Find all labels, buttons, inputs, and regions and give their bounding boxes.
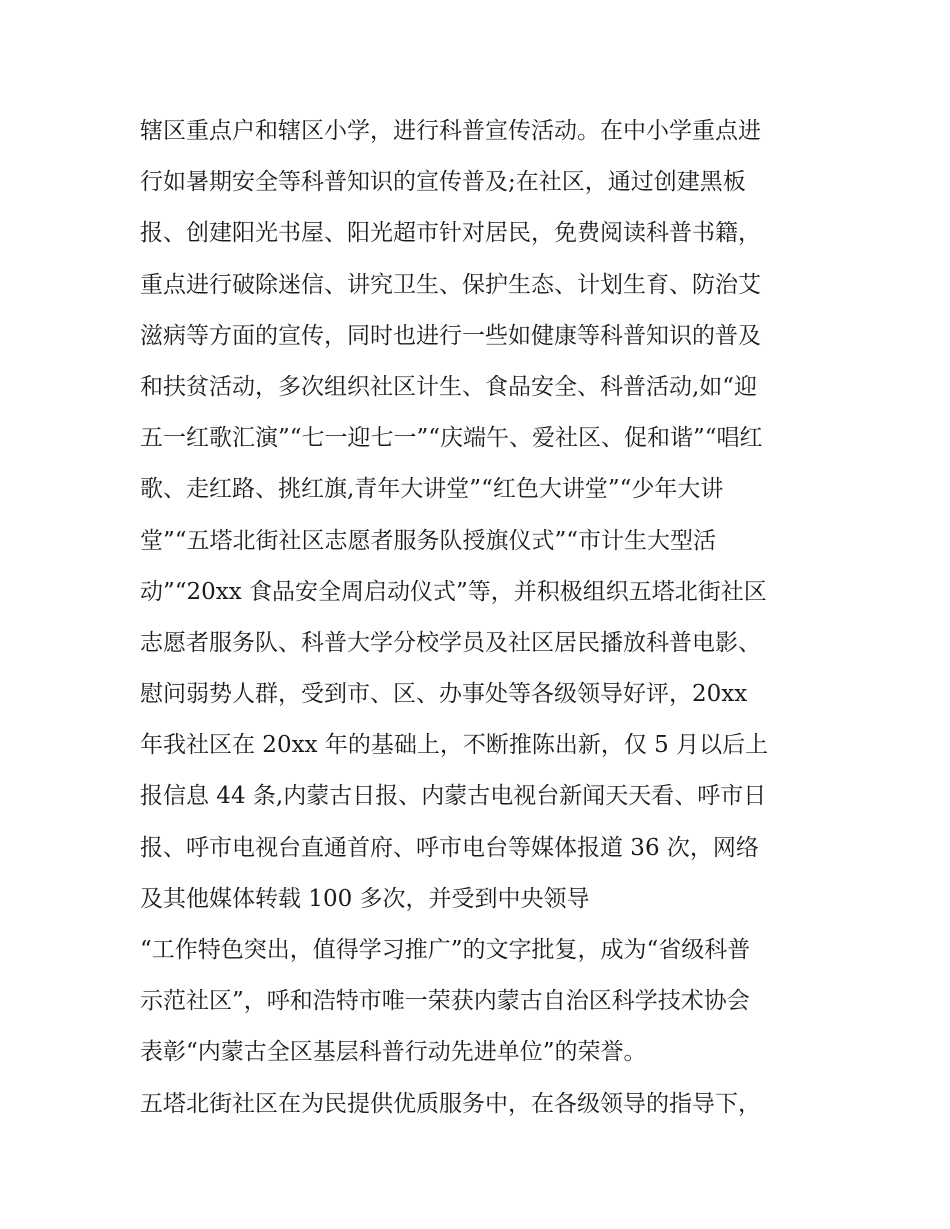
text-line: 表彰“内蒙古全区基层科普行动先进单位”的荣誉。 xyxy=(140,1039,647,1066)
text-line: 重点进行破除迷信、讲究卫生、保护生态、计划生育、防治艾 xyxy=(140,271,761,298)
text-line: 年我社区在 20xx 年的基础上，不断推陈出新，仅 5 月以后上 xyxy=(140,732,769,759)
text-line: “工作特色突出，值得学习推广”的文字批复，成为“省级科普 xyxy=(140,937,751,963)
text-line: 和扶贫活动，多次组织社区计生、食品安全、科普活动,如“迎 xyxy=(140,373,758,400)
text-line: 动”“20xx 食品安全周启动仪式”等，并积极组织五塔北街社区 xyxy=(140,578,767,605)
text-line: 滋病等方面的宣传，同时也进行一些如健康等科普知识的普及 xyxy=(140,322,761,349)
text-line: 示范社区”，呼和浩特市唯一荣获内蒙古自治区科学技术协会 xyxy=(140,988,750,1015)
text-line: 志愿者服务队、科普大学分校学员及社区居民播放科普电影、 xyxy=(140,629,761,656)
text-line: 歌、走红路、挑红旗,青年大讲堂”“红色大讲堂”“少年大讲 xyxy=(140,476,724,503)
text-line: 报、呼市电视台直通首府、呼市电台等媒体报道 36 次，网络 xyxy=(140,834,759,861)
body-text xyxy=(140,106,820,1130)
text-line: 报信息 44 条,内蒙古日报、内蒙古电视台新闻天天看、呼市日 xyxy=(140,783,767,810)
text-line: 慰问弱势人群，受到市、区、办事处等各级领导好评，20xx xyxy=(140,681,748,708)
text-line: 报、创建阳光书屋、阳光超市针对居民，免费阅读科普书籍， xyxy=(140,220,761,247)
text-line: 及其他媒体转载 100 多次，并受到中央领导 xyxy=(140,885,590,912)
text-line: 辖区重点户和辖区小学，进行科普宣传活动。在中小学重点进 xyxy=(140,118,761,144)
text-line: 行如暑期安全等科普知识的宣传普及;在社区，通过创建黑板 xyxy=(140,169,746,196)
text-line: 堂”“五塔北街社区志愿者服务队授旗仪式”“市计生大型活 xyxy=(140,527,717,554)
text-line: 五塔北街社区在为民提供优质服务中，在各级领导的指导下， xyxy=(140,1090,761,1117)
text-line: 五一红歌汇演”“七一迎七一”“庆端午、爱社区、促和谐”“唱红 xyxy=(140,425,763,452)
